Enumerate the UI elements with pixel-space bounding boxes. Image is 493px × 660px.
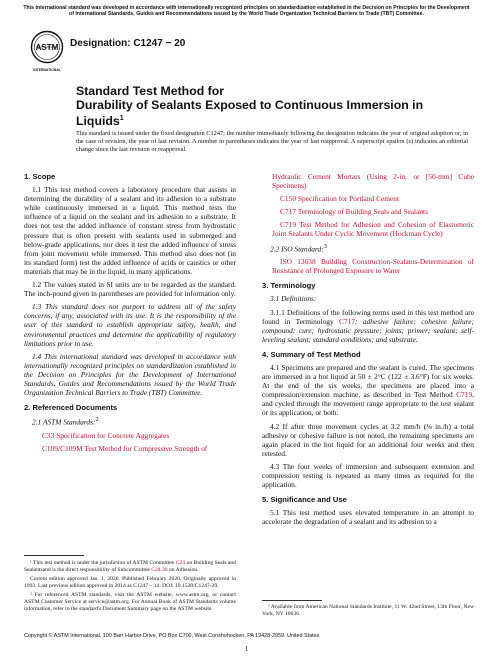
reference-code[interactable]: C33 — [42, 430, 55, 440]
section-heading-terminology: 3. Terminology — [262, 281, 316, 291]
footnotes-right — [262, 604, 474, 620]
logo-subtext: INTERNATIONAL — [33, 68, 61, 72]
text-run: 3.1.1 Definitions of the following terms used in this test method are found in Terminology — [262, 307, 474, 326]
title-footnote-mark: 1 — [119, 115, 124, 122]
footnote-1-edition: Current edition approved Jan. 1, 2020. Published February 2020. Originally approved in 1993. Last previous edition approved in 2014 as C1247 – 14. DOI: 10.1520/C1247-20. — [24, 576, 236, 589]
reference-c150[interactable] — [262, 194, 474, 203]
footnotes-left — [24, 560, 236, 615]
paragraph-1-1: 1.1 This test method covers a laboratory procedure that assists in determining the durability of a sealant and its adhesion to a substrate while continuously immersed in a liquid. This method tests the influence of a liquid on the sealant and its adhesion to a substrate. It does not test the added influence of constant stress from hydrostatic pressure that is often present with sealants used in submerged and below-grade applications, nor does it test the added influence of stress from joint movement while immersed. This method also does not (in its standard form) test the added influence of acids or caustics or other materials that may be in the liquid, in many applications. — [24, 185, 236, 276]
reference-c109-continued[interactable] — [262, 172, 474, 190]
footnote-3: ³ Available from American National Standards Institute, 11 W. 42nd Street, 13th Floor, New York, NY 10036. — [262, 604, 474, 617]
right-column — [262, 172, 474, 530]
astm-standards-label — [24, 416, 236, 427]
link-c717[interactable]: C717 — [339, 316, 356, 326]
reference-code[interactable]: C717 — [280, 207, 297, 217]
text-run: on Building Seals and Sealantsand is the direct responsibility of Subcommittee — [24, 560, 237, 573]
paragraph-3-1: 3.1 Definitions: — [270, 294, 317, 304]
logo-text: ASTM — [35, 43, 59, 52]
reference-title[interactable]: Hydraulic Cement Mortars (Using 2-in. or [50-mm] Cube Specimens) — [272, 172, 474, 191]
link-c719[interactable]: C719 — [456, 390, 473, 400]
reference-title[interactable]: Building Construction-Sealants-Determination of Resistance of Prolonged Exposure to Water — [272, 257, 474, 276]
iso-footnote-mark: 3 — [323, 243, 327, 250]
document-title — [76, 84, 456, 128]
astm-logo-icon — [30, 30, 64, 76]
reference-title[interactable]: Test Method for Compressive Strength of — [84, 443, 208, 453]
footnote-1 — [24, 560, 236, 574]
paragraph-1-4: 1.4 This international standard was developed in accordance with internationally recognized principles on standardization established in the Decision on Principles for the Development of International Standards, Guides and Recommendations issued by the World Trade Organization Technical Barriers to Trade (TBT) Committee. — [24, 351, 236, 398]
astm-footnote-mark: 2 — [95, 417, 99, 424]
copyright-line: Copyright © ASTM International, 100 Barr Harbor Drive, PO Box C700, West Conshohocken, PA 19428-2959. United States — [24, 633, 320, 639]
reference-code[interactable]: C150 — [280, 194, 297, 204]
text-run: , and cycled through the movement range appropriate to the test sealant or its application, or both. — [262, 390, 474, 418]
paragraph-4-1 — [262, 363, 474, 418]
title-line-1: Standard Test Method for — [76, 84, 225, 98]
paragraph-4-2: 4.2 If after three movement cycles at 3.2 mm/h (⅛ in./h) a total adhesive or cohesive failure is not noted, the remaining specimens are again placed in the hot liquid for an additional four weeks and then retested. — [262, 421, 474, 458]
section-heading-significance: 5. Significance and Use — [262, 495, 347, 505]
title-main: Durability of Sealants Exposed to Continuous Immersion in Liquids — [76, 98, 424, 129]
footnote-rule-right — [262, 600, 322, 601]
iso-standard-label — [262, 243, 474, 254]
reference-title[interactable]: Terminology of Building Seals and Sealants — [297, 207, 428, 217]
section-heading-referenced-documents: 2. Referenced Documents — [24, 403, 118, 413]
page-number: 1 — [244, 645, 249, 653]
reference-code[interactable]: C719 — [280, 220, 297, 230]
section-heading-scope: 1. Scope — [24, 172, 56, 181]
section-heading-summary: 4. Summary of Test Method — [262, 349, 361, 359]
footnote-rule-left — [24, 555, 84, 556]
reference-title[interactable]: Test Method for Adhesion and Cohesion of Elastomeric Joint Sealants Under Cyclic Movement (Hockman Cycle) — [272, 220, 475, 239]
iso-standard-text: 2.2 ISO Standard: — [270, 244, 324, 254]
link-c24[interactable]: C24 — [175, 560, 186, 566]
reference-c717[interactable] — [262, 207, 474, 216]
reference-title[interactable]: Specification for Concrete Aggregates — [56, 430, 170, 440]
paragraph-5-1: 5.1 This test method uses elevated temperature in an attempt to accelerate the degradation of a sealant and its adhesion to a — [262, 508, 474, 527]
text-run: : adhesive failure; cohesive failure; compound; cure; hydrostatic pressure; joints; primer; sealant; self-leveling sealant; standard conditions; and substrate. — [262, 316, 474, 344]
tbt-banner: This international standard was developed in accordance with internationally recognized principles on standardization established in the Decision on Principles for the Development of International Standards, Guides and Recommendations issued by the World Trade Organization Technical Barriers to Trade (TBT) Committee. — [23, 5, 470, 18]
link-c24-30[interactable]: C24.30 — [151, 567, 168, 573]
issuance-notice: This standard is issued under the fixed designation C1247; the number immediately following the designation indicates the year of original adoption or, in the case of revision, the year of last revision. A number in parentheses indicates the year of last reapproval. A superscript epsilon (ε) indicates an editorial change since the last revision or reapproval. — [76, 130, 468, 153]
reference-code[interactable]: C109/C109M — [42, 443, 83, 453]
reference-c33[interactable] — [24, 431, 236, 440]
text-run: 4.1 Specimens are prepared and the sealant is cured. The specimens are immersed in a hot liquid at 50 ± 2°C (122 ± 3.6°F) for six weeks. At the end of the six weeks, the specimens are placed into a compression/extension machine, as described in Test Method — [262, 362, 474, 400]
paragraph-1-3: 1.3 This standard does not purport to address all of the safety concerns, if any, associated with its use. It is the responsibility of the user of this standard to establish appropriate safety, health, and environmental practices and determine the applicability of regulatory limitations prior to use. — [24, 302, 236, 348]
astm-standards-text: 2.1 ASTM Standards: — [32, 417, 96, 427]
paragraph-4-3: 4.3 The four weeks of immersion and subsequent extension and compression testing is repeated as many times as required for the application. — [262, 461, 474, 490]
paragraph-1-2: 1.2 The values stated in SI units are to be regarded as the standard. The inch-pound given in parentheses are provided for information only. — [24, 280, 236, 299]
reference-title[interactable]: Specification for Portland Cement — [297, 194, 400, 204]
designation: Designation: C1247 − 20 — [70, 38, 186, 49]
title-line-2 — [76, 98, 456, 128]
reference-c719[interactable] — [262, 220, 474, 238]
reference-code[interactable]: ISO 13638 — [280, 257, 316, 267]
left-column — [24, 172, 236, 457]
text-run: on Adhesion. — [167, 567, 199, 573]
reference-iso-13638[interactable] — [262, 257, 474, 275]
footnote-2: ² For referenced ASTM standards, visit the ASTM website, www.astm.org, or contact ASTM Customer Service at service@astm.org. For Annual Book of ASTM Standards volume information, refer to the standard's Document Summary page on the ASTM website. — [24, 592, 236, 612]
paragraph-3-1-1 — [262, 308, 474, 344]
reference-c109[interactable] — [24, 444, 236, 453]
text-run: ¹ This test method is under the jurisdiction of ASTM Committee — [30, 560, 176, 566]
